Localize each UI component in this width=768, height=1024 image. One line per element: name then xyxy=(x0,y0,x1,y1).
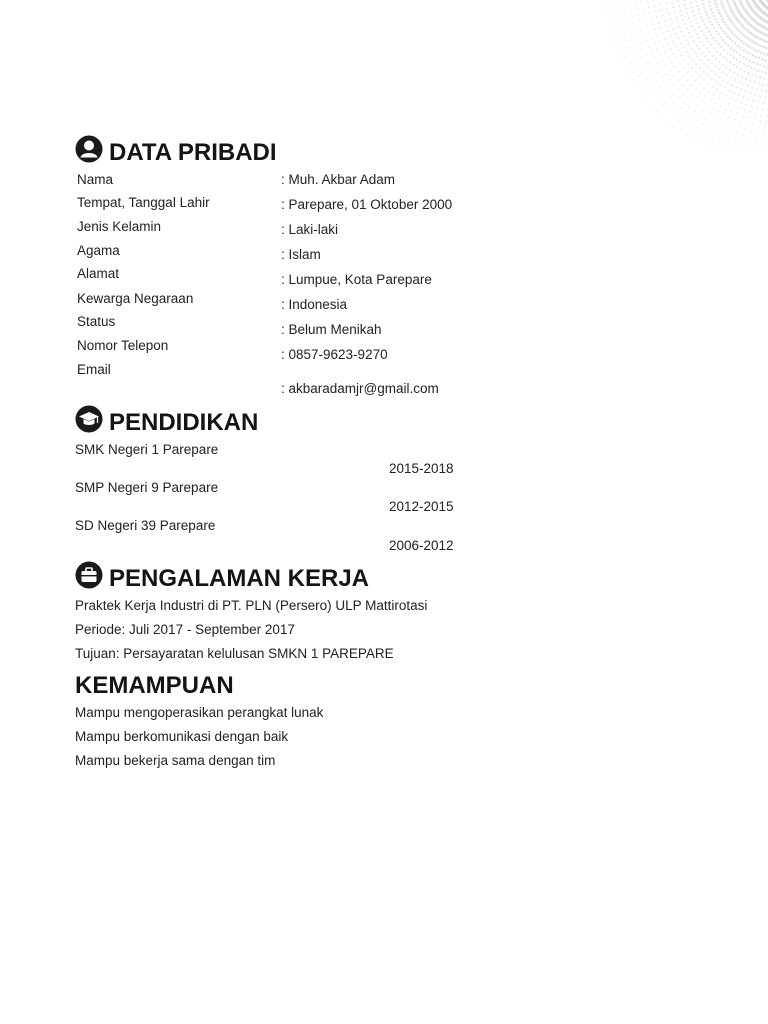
value-kewarganegaraan: : Indonesia xyxy=(281,297,348,312)
school-years: 2015-2018 xyxy=(389,461,454,476)
value-agama: : Islam xyxy=(281,247,321,262)
value-nama: : Muh. Akbar Adam xyxy=(281,172,396,187)
school-years: 2012-2015 xyxy=(389,499,454,514)
user-icon xyxy=(75,135,103,163)
label-jenis-kelamin: Jenis Kelamin xyxy=(77,219,162,234)
briefcase-icon xyxy=(75,561,103,589)
section-title-kemampuan: KEMAMPUAN xyxy=(75,672,234,699)
value-status: : Belum Menikah xyxy=(281,322,382,337)
skill-line: Mampu berkomunikasi dengan baik xyxy=(75,729,289,744)
school-name: SD Negeri 39 Parepare xyxy=(75,518,216,533)
section-title-pendidikan: PENDIDIKAN xyxy=(109,409,259,436)
experience-line: Tujuan: Persayaratan kelulusan SMKN 1 PAREPARE xyxy=(75,646,394,661)
experience-line: Praktek Kerja Industri di PT. PLN (Persero) ULP Mattirotasi xyxy=(75,598,428,613)
label-alamat: Alamat xyxy=(77,266,120,281)
label-kewarganegaraan: Kewarga Negaraan xyxy=(77,291,194,306)
label-ttl: Tempat, Tanggal Lahir xyxy=(77,195,210,210)
value-email: : akbaradamjr@gmail.com xyxy=(281,381,439,396)
school-years: 2006-2012 xyxy=(389,538,454,553)
label-status: Status xyxy=(77,314,116,329)
skill-line: Mampu mengoperasikan perangkat lunak xyxy=(75,705,324,720)
value-jenis-kelamin: : Laki-laki xyxy=(281,222,339,237)
skill-line: Mampu bekerja sama dengan tim xyxy=(75,753,276,768)
label-telepon: Nomor Telepon xyxy=(77,338,169,353)
value-alamat: : Lumpue, Kota Parepare xyxy=(281,272,432,287)
label-nama: Nama xyxy=(77,172,114,187)
label-agama: Agama xyxy=(77,243,120,258)
value-ttl: : Parepare, 01 Oktober 2000 xyxy=(281,197,453,212)
graduation-cap-icon xyxy=(75,405,103,433)
dotted-arc-decoration xyxy=(560,0,768,150)
experience-line: Periode: Juli 2017 - September 2017 xyxy=(75,622,295,637)
section-title-pengalaman: PENGALAMAN KERJA xyxy=(109,565,370,592)
value-telepon: : 0857-9623-9270 xyxy=(281,347,388,362)
school-name: SMP Negeri 9 Parepare xyxy=(75,480,219,495)
label-email: Email xyxy=(77,362,111,377)
school-name: SMK Negeri 1 Parepare xyxy=(75,442,219,457)
section-title-data-pribadi: DATA PRIBADI xyxy=(109,139,277,166)
